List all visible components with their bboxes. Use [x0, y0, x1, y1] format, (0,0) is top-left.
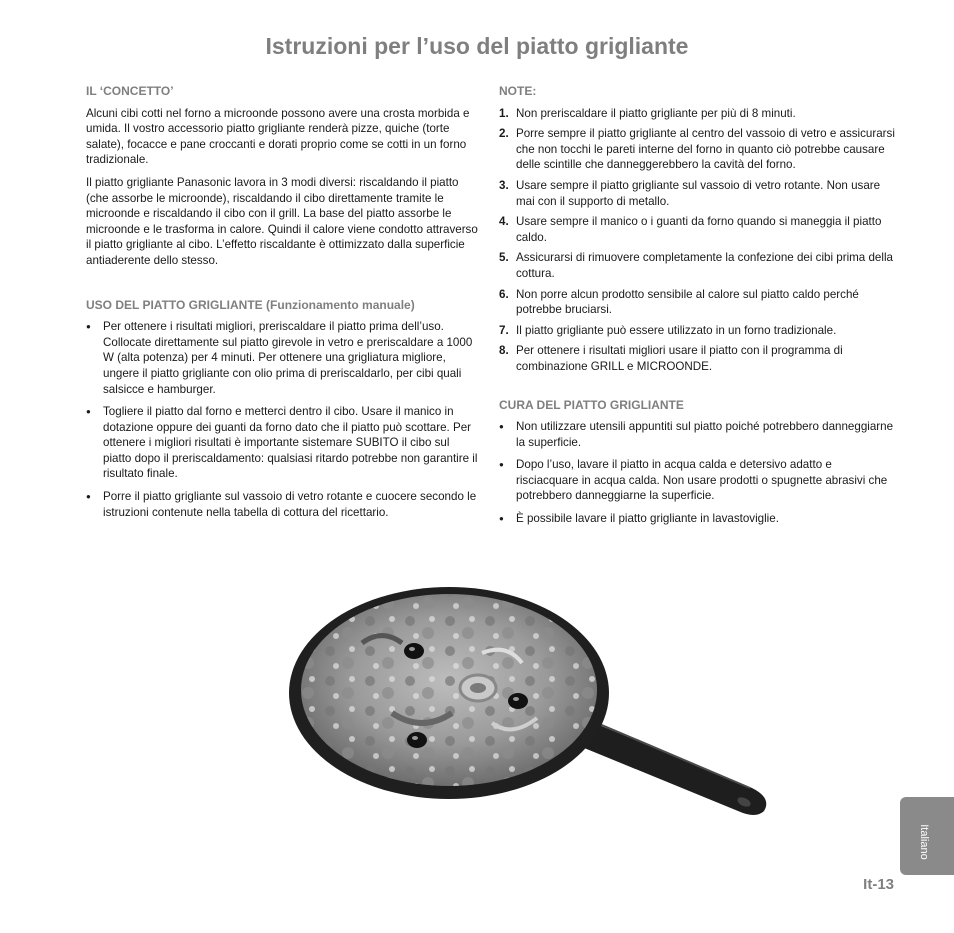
left-column [86, 84, 481, 527]
list-item: 8. Per ottenere i risultati migliori usare il piatto con il programma di combinazione GRILL e MICROONDE. [499, 344, 843, 373]
list-item: 5. Assicurarsi di rimuovere completamente la confezione dei cibi prima della cottura. [499, 251, 893, 280]
list-item: 1. Non preriscaldare il piatto grigliante per più di 8 minuti. [499, 106, 796, 120]
note-heading: NOTE: [499, 84, 537, 98]
list-item: ● Togliere il piatto dal forno e metterci dentro il cibo. Usare il manico in dotazione oppure dei guanti da forno dato che il piatto può scottare. Per ottenere i migliori risultati è importante sistemare SUBITO il cibo sul piatto dopo il preriscaldamento: qualsiasi ritardo potrebbe non garantire il risultato finale. [86, 404, 481, 482]
cura-list [499, 419, 897, 527]
page-title: Istruzioni per l’uso del piatto grigliante [265, 33, 689, 59]
list-item: ● Non utilizzare utensili appuntiti sul piatto poiché potrebbero danneggiarne la superficie. [499, 419, 897, 450]
note-list [499, 106, 897, 375]
uso-heading-main: USO DEL PIATTO GRIGLIANTE [86, 297, 263, 312]
concetto-paragraph-2: Il piatto grigliante Panasonic lavora in 3 modi diversi: riscaldando il piatto (che assorbe le microonde), riscaldando il cibo direttamente tramite le microonde e riscaldando il cibo con il grill. La base del piatto assorbe le microonde e le trasforma in calore. Quindi il calore viene condotto attraverso il piatto grigliante al cibo. L’effetto riscaldante è ottimizzato dalla superficie antiaderente dello stesso. [86, 175, 478, 267]
pizza [301, 594, 597, 786]
concetto-paragraph-1: Alcuni cibi cotti nel forno a microonde possono avere una crosta morbida e umida. Il vostro accessorio piatto grigliante renderà pizze, quiche (torte salate), focacce e pane croccanti e dorati proprio come se cotti in un forno tradizionale. [86, 106, 470, 167]
page-number: It-13 [863, 876, 894, 893]
concetto-heading: IL ‘CONCETTO’ [86, 84, 174, 98]
uso-heading-suffix: (Funzionamento manuale) [266, 297, 415, 312]
list-item: ● È possibile lavare il piatto grigliante in lavastoviglie. [499, 511, 897, 527]
language-tab [900, 797, 954, 875]
right-column [499, 84, 897, 534]
list-item: ● Per ottenere i risultati migliori, preriscaldare il piatto prima dell’uso. Collocate direttamente sul piatto girevole in vetro e preriscaldare a 1000 W (alta potenza) per 4 minuti. Per ottenere una grigliatura migliore, ungere il piatto grigliante con olio prima di preriscaldarlo, per cibi quali salsicce e hamburger. [86, 319, 481, 397]
list-item: 4. Usare sempre il manico o i guanti da forno quando si maneggia il piatto caldo. [499, 215, 882, 244]
list-item: 3. Usare sempre il piatto grigliante sul vassoio di vetro rotante. Non usare mai con il supporto di metallo. [499, 178, 881, 208]
list-item: 2. Porre sempre il piatto grigliante al centro del vassoio di vetro e assicurarsi che non tocchi le pareti interne del forno in quanto ciò potrebbe causare delle scintille che danneggerebbero la cavità del forno. [499, 127, 895, 172]
list-item: ● Dopo l’uso, lavare il piatto in acqua calda e detersivo adatto e risciacquare in acqua calda. Non usare prodotti o spugnette abrasivi che potrebbero danneggiarne la superficie. [499, 457, 897, 504]
pan-handle [572, 718, 766, 815]
list-item: 6. Non porre alcun prodotto sensibile al calore sul piatto caldo perché potrebbe bruciarsi. [499, 287, 859, 317]
pizza-pan-illustration [282, 583, 852, 823]
uso-list [86, 319, 481, 520]
list-item: 7. Il piatto grigliante può essere utilizzato in un forno tradizionale. [499, 323, 837, 337]
list-item: ● Porre il piatto grigliante sul vassoio di vetro rotante e cuocere secondo le istruzioni contenute nella tabella di cottura del ricettario. [86, 489, 481, 520]
uso-heading [86, 298, 481, 314]
language-tab-label: Italiano [918, 824, 930, 860]
cura-heading: CURA DEL PIATTO GRIGLIANTE [499, 397, 684, 412]
